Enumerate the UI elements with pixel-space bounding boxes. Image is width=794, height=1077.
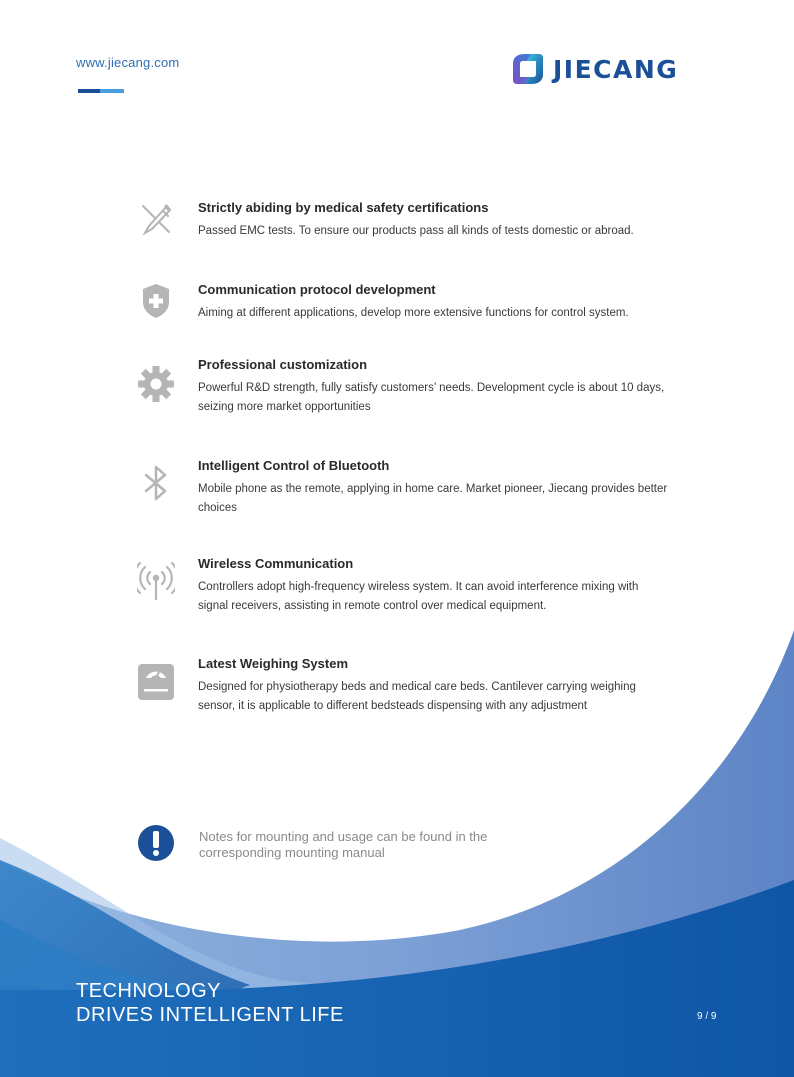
- logo-mark-icon: [511, 52, 545, 86]
- accent-bar-dark: [78, 89, 100, 93]
- gear-icon: [137, 365, 175, 403]
- feature-description: Mobile phone as the remote, applying in home care. Market pioneer, Jiecang provides better choices: [198, 483, 668, 514]
- feature-description: Aiming at different applications, develop more extensive functions for control system.: [198, 307, 629, 319]
- wireless-antenna-icon: [137, 562, 175, 600]
- header-accent-bar: [78, 89, 124, 93]
- feature-title: Professional customization: [198, 357, 368, 372]
- weighing-scale-icon: [137, 663, 175, 701]
- slogan-line-1: TECHNOLOGY: [76, 980, 222, 1002]
- feature-description: Controllers adopt high-frequency wireless system. It can avoid interference mixing with signal receivers, assisting in remote control over medical equipment.: [198, 581, 639, 612]
- shield-plus-icon: [137, 282, 175, 320]
- page-number: 9 / 9: [697, 1011, 717, 1022]
- mounting-note: Notes for mounting and usage can be found in the corresponding mounting manual: [199, 829, 488, 860]
- jiecang-logo: [511, 52, 678, 86]
- scalpel-icon: [137, 200, 175, 238]
- footer-slogan: [76, 979, 344, 1027]
- feature-title: Wireless Communication: [198, 556, 354, 571]
- slogan-line-2: DRIVES INTELLIGENT LIFE: [76, 1004, 344, 1026]
- feature-description: Powerful R&D strength, fully satisfy customers’ needs. Development cycle is about 10 days, seizing more market opportunities: [198, 382, 665, 413]
- feature-title: Communication protocol development: [198, 282, 436, 297]
- feature-description: Passed EMC tests. To ensure our products pass all kinds of tests domestic or abroad.: [198, 225, 634, 237]
- feature-title: Intelligent Control of Bluetooth: [198, 458, 390, 473]
- feature-title: Strictly abiding by medical safety certifications: [198, 200, 489, 215]
- exclamation-icon: [137, 824, 175, 862]
- website-url[interactable]: www.jiecang.com: [76, 55, 180, 70]
- logo-text: JIECANG: [553, 54, 679, 84]
- bluetooth-icon: [137, 464, 175, 502]
- feature-description: Designed for physiotherapy beds and medical care beds. Cantilever carrying weighing sensor, it is applicable to different bedsteads dispensing with any adjustment: [198, 681, 636, 712]
- accent-bar-light: [100, 89, 124, 93]
- feature-title: Latest Weighing System: [198, 656, 349, 671]
